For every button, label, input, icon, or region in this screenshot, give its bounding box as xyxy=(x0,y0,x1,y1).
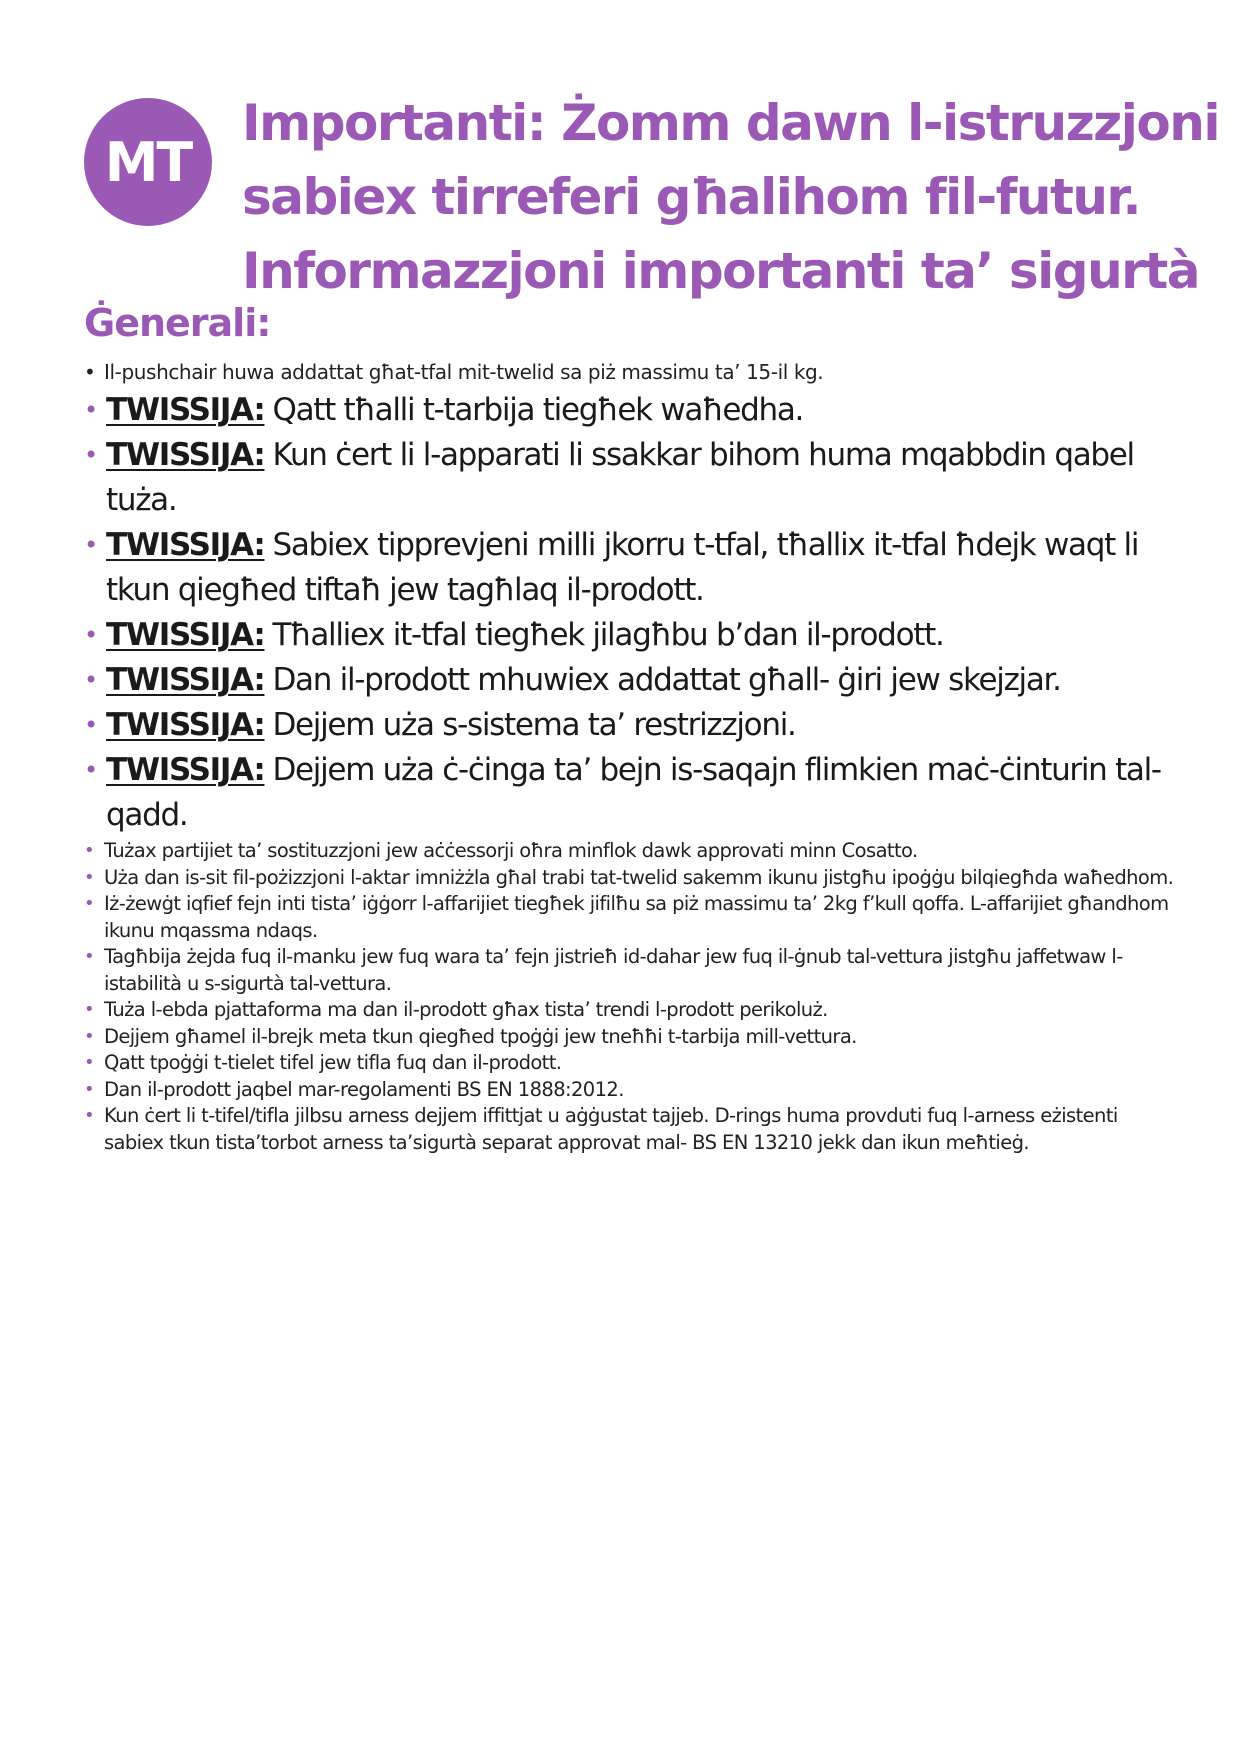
note-item xyxy=(84,838,1174,865)
warning-item xyxy=(84,703,1164,748)
bullet-icon: • xyxy=(84,999,95,1020)
bullet-icon: • xyxy=(84,1052,95,1073)
note-text: Iż-żewġt iqfief fejn inti tista’ iġġorr l-affarijiet tiegħek jifilħu sa piż massimu ta’ 2kg f’kull qoffa. L-affarijiet għandhom ikunu mqassma ndaqs. xyxy=(104,892,1169,942)
warning-item xyxy=(84,523,1164,613)
warning-label: TWISSIJA: xyxy=(106,662,265,698)
note-text: Tagħbija żejda fuq il-manku jew fuq wara ta’ fejn jistrieħ id-dahar jew fuq il-ġnub tal-vettura jistgħu jaffetwaw l-istabilità u s-sigurtà tal-vettura. xyxy=(104,945,1123,995)
note-text: Tuża l-ebda pjattaforma ma dan il-prodott għax tista’ trendi l-prodott perikoluż. xyxy=(104,998,828,1021)
bullet-icon: • xyxy=(84,1025,95,1047)
warning-label: TWISSIJA: xyxy=(106,437,265,473)
warning-label: TWISSIJA: xyxy=(106,707,265,743)
warning-item xyxy=(84,658,1164,703)
warning-text: Kun ċert li l-apparati li ssakkar bihom huma mqabbdin qabel tuża. xyxy=(106,437,1134,518)
language-code: MT xyxy=(104,130,192,194)
warning-label: TWISSIJA: xyxy=(106,527,265,563)
warning-label: TWISSIJA: xyxy=(106,392,265,428)
bullet-icon: • xyxy=(84,866,95,888)
notes-list xyxy=(84,838,1174,1156)
note-item xyxy=(84,1050,1174,1077)
warning-item xyxy=(84,433,1164,523)
bullet-icon: • xyxy=(84,621,97,649)
bullet-icon: • xyxy=(84,666,97,694)
note-text: Kun ċert li t-tifel/tifla jilbsu arness dejjem iffittjat u aġġustat tajjeb. D-rings huma provduti fuq l-arness eżistenti sabiex tkun tista’torbot arness ta’sigurtà separat approvat mal- BS EN 13210 jekk dan ikun meħtieġ. xyxy=(104,1104,1118,1154)
note-item xyxy=(84,891,1174,944)
warning-label: TWISSIJA: xyxy=(106,617,265,653)
note-text: Qatt tpoġġi t-tielet tifel jew tifla fuq dan il-prodott. xyxy=(104,1051,562,1074)
bullet-icon: • xyxy=(84,441,97,469)
bullet-icon: • xyxy=(84,531,97,559)
warning-text: Dejjem uża s-sistema ta’ restrizzjoni. xyxy=(272,707,796,743)
note-item xyxy=(84,944,1174,997)
bullet-icon: • xyxy=(84,756,97,784)
note-text: Uża dan is-sit fil-pożizzjoni l-aktar imniżżla għal trabi tat-twelid sakemm ikunu jistgħu ipoġġu bilqiegħda waħedhom. xyxy=(104,865,1174,889)
note-item xyxy=(84,997,1174,1024)
warning-label: TWISSIJA: xyxy=(106,752,265,788)
bullet-icon: • xyxy=(84,946,95,967)
warning-item xyxy=(84,388,1164,433)
warning-text: Sabiex tipprevjeni milli jkorru t-tfal, tħallix it-tfal ħdejk waqt li tkun qiegħed tiftaħ jew tagħlaq il-prodott. xyxy=(106,527,1139,608)
language-badge xyxy=(84,98,212,226)
bullet-icon: • xyxy=(84,1078,95,1100)
warning-item xyxy=(84,613,1164,658)
heading-line: Importanti: Żomm dawn l-istruzzjoni xyxy=(242,94,1219,152)
warning-text: Dan il-prodott mhuwiex addattat għall- ġiri jew skejzjar. xyxy=(272,662,1061,698)
bullet-icon: • xyxy=(84,360,96,384)
note-item xyxy=(84,865,1174,892)
section-title: Ġenerali: xyxy=(84,301,271,345)
bullet-icon: • xyxy=(84,1105,95,1126)
heading-line: sabiex tirreferi għalihom fil-futur. xyxy=(242,168,1141,226)
note-item xyxy=(84,1024,1174,1051)
note-text: Tużax partijiet ta’ sostituzzjoni jew aċċessorji oħra minflok dawk approvati minn Cosatto. xyxy=(104,839,918,862)
bullet-icon: • xyxy=(84,840,95,861)
warning-text: Qatt tħalli t-tarbija tiegħek waħedha. xyxy=(272,392,804,428)
warning-text: Dejjem uża ċ-ċinga ta’ bejn is-saqajn flimkien maċ-ċinturin tal-qadd. xyxy=(106,752,1161,833)
warning-list xyxy=(84,388,1164,838)
bullet-icon: • xyxy=(84,711,97,739)
page-heading xyxy=(242,86,1219,308)
intro-text: Il-pushchair huwa addattat għat-tfal mit-twelid sa piż massimu ta’ 15-il kg. xyxy=(104,360,824,384)
note-item xyxy=(84,1077,1174,1104)
intro-item xyxy=(84,358,1164,386)
bullet-icon: • xyxy=(84,893,95,914)
note-item xyxy=(84,1103,1174,1156)
warning-item xyxy=(84,748,1164,838)
note-text: Dan il-prodott jaqbel mar-regolamenti BS EN 1888:2012. xyxy=(104,1077,624,1101)
bullet-icon: • xyxy=(84,396,97,424)
note-text: Dejjem għamel il-brejk meta tkun qiegħed tpoġġi jew tneħħi t-tarbija mill-vettura. xyxy=(104,1024,857,1048)
heading-line: Informazzjoni importanti ta’ sigurtà xyxy=(242,242,1199,300)
warning-text: Tħalliex it-tfal tiegħek jilagħbu b’dan il-prodott. xyxy=(272,617,944,653)
